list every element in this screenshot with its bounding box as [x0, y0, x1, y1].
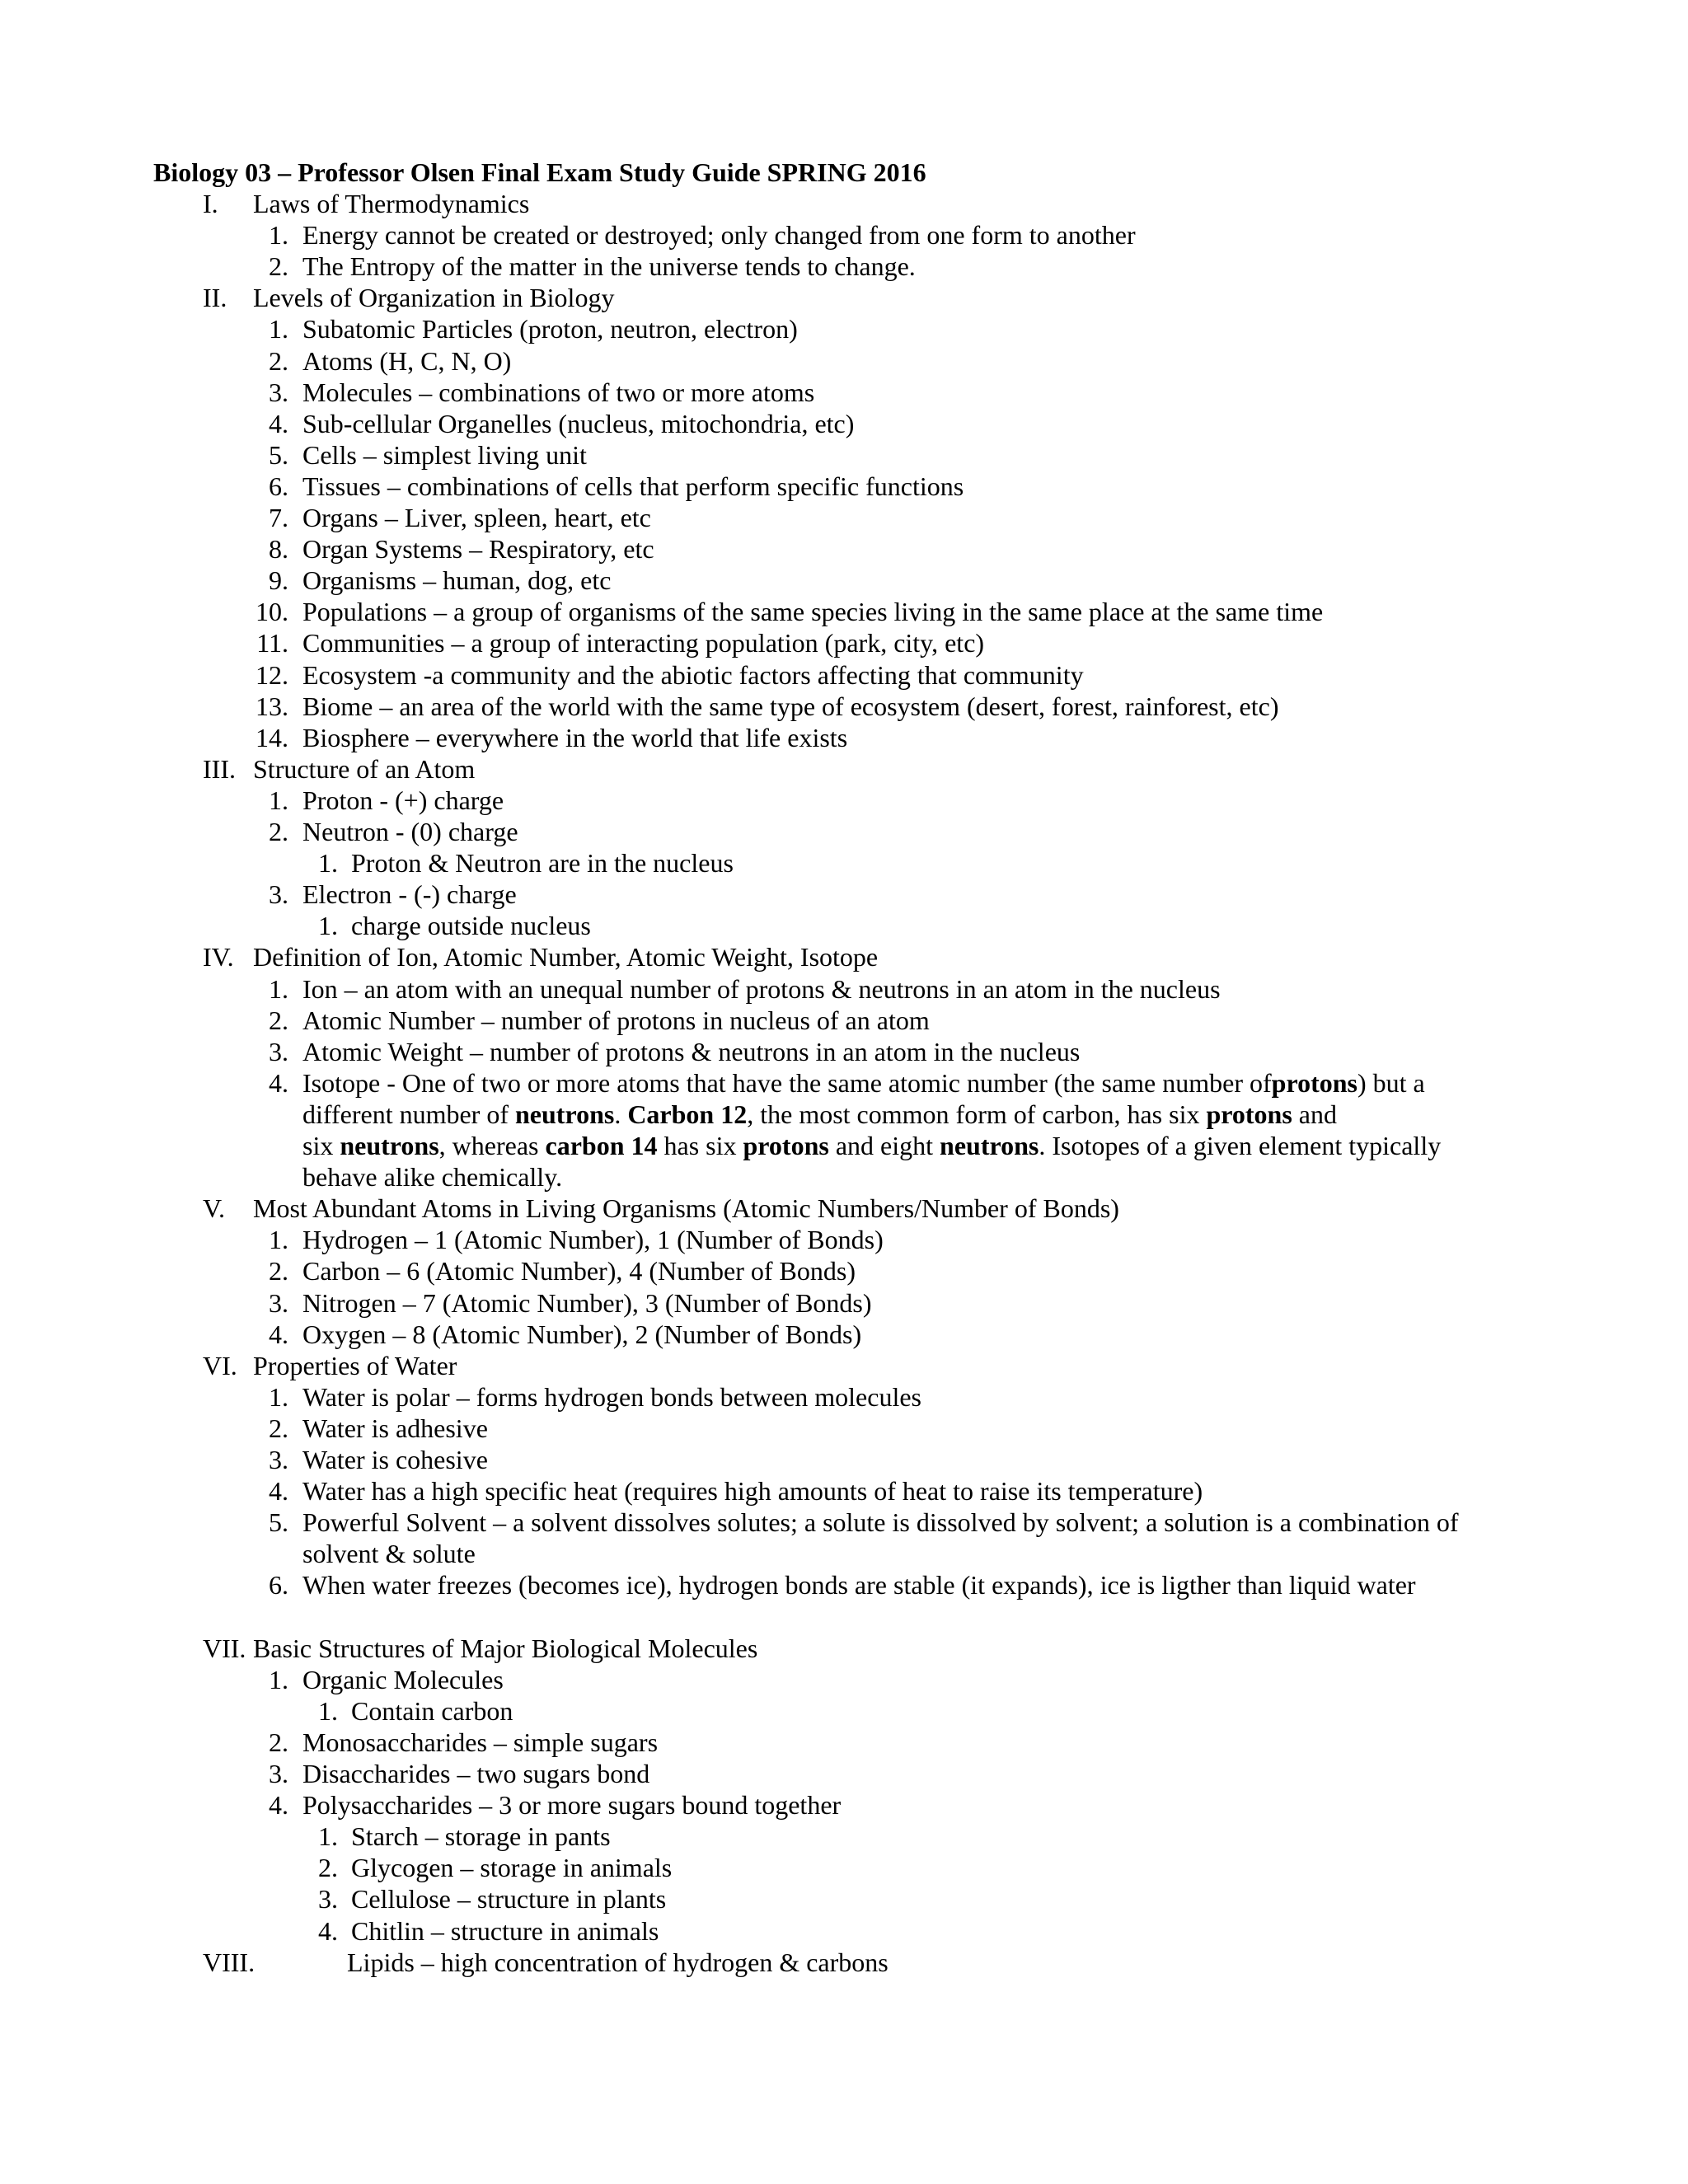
list-item [0, 1507, 1688, 1538]
list-marker: 1. [269, 1382, 288, 1412]
list-marker: 3. [269, 1037, 288, 1066]
line-text: Atoms (H, C, N, O) [302, 346, 512, 376]
list-item [0, 1569, 1688, 1601]
list-marker: III. [203, 754, 236, 784]
line-text: Water is adhesive [302, 1413, 488, 1443]
list-item [0, 816, 1688, 847]
sub-list-item [0, 1695, 1688, 1727]
section-heading [0, 1947, 1688, 1978]
list-marker: 12. [256, 660, 288, 690]
list-item [0, 533, 1688, 565]
sub-list-item [0, 1852, 1688, 1883]
line-text: Contain carbon [351, 1696, 513, 1726]
list-marker: 4. [269, 1319, 288, 1349]
line-text: Water is polar – forms hydrogen bonds between molecules [302, 1382, 921, 1412]
list-item [0, 1475, 1688, 1507]
list-item [0, 502, 1688, 533]
list-item [0, 722, 1688, 753]
list-marker: 9. [269, 565, 288, 595]
line-text: The Entropy of the matter in the universe tends to change. [302, 251, 916, 281]
line-text: Most Abundant Atoms in Living Organisms (Atomic Numbers/Number of Bonds) [253, 1193, 1119, 1223]
line-text: Sub-cellular Organelles (nucleus, mitochondria, etc) [302, 409, 855, 438]
list-item [0, 1224, 1688, 1255]
list-marker: 3. [269, 1759, 288, 1788]
list-marker: 2. [269, 1727, 288, 1757]
list-item [0, 1036, 1688, 1067]
sub-list-item [0, 910, 1688, 941]
list-marker: 6. [269, 1570, 288, 1600]
line-text: Polysaccharides – 3 or more sugars bound together [302, 1790, 842, 1820]
list-marker: 5. [269, 440, 288, 470]
line-text: Ion – an atom with an unequal number of protons & neutrons in an atom in the nucleus [302, 974, 1221, 1004]
line-text: Biosphere – everywhere in the world that life exists [302, 723, 848, 752]
list-item [0, 596, 1688, 627]
list-marker: 10. [256, 597, 288, 626]
line-text: Oxygen – 8 (Atomic Number), 2 (Number of Bonds) [302, 1319, 862, 1349]
list-marker: 1. [318, 911, 338, 940]
list-item [0, 627, 1688, 658]
list-marker: 14. [256, 723, 288, 752]
list-marker: 2. [269, 251, 288, 281]
list-item [0, 377, 1688, 408]
list-marker: 2. [269, 1005, 288, 1035]
list-marker: 4. [269, 1790, 288, 1820]
line-text: Starch – storage in pants [351, 1821, 611, 1851]
list-marker: 4. [269, 1068, 288, 1098]
list-marker: 4. [269, 1476, 288, 1506]
line-text: Laws of Thermodynamics [253, 189, 530, 218]
line-text: Biome – an area of the world with the same type of ecosystem (desert, forest, rainforest, etc) [302, 691, 1279, 721]
list-marker: 5. [269, 1507, 288, 1537]
list-item [0, 973, 1688, 1005]
list-marker: 2. [269, 346, 288, 376]
section-heading [0, 941, 1688, 972]
line-text: Chitlin – structure in animals [351, 1916, 659, 1946]
document-title: Biology 03 – Professor Olsen Final Exam Study Guide SPRING 2016 [153, 157, 926, 187]
line-text: Populations – a group of organisms of the same species living in the same place at the same time [302, 597, 1324, 626]
line-text: Structure of an Atom [253, 754, 476, 784]
list-marker: 13. [256, 691, 288, 721]
list-marker: 3. [318, 1884, 338, 1914]
list-marker: IV. [203, 942, 234, 972]
list-item-continuation [0, 1130, 1688, 1161]
line-text: Communities – a group of interacting population (park, city, etc) [302, 628, 985, 658]
list-marker: VI. [203, 1351, 237, 1380]
line-text: Energy cannot be created or destroyed; only changed from one form to another [302, 220, 1136, 250]
list-marker: 2. [269, 1413, 288, 1443]
line-text: Organ Systems – Respiratory, etc [302, 534, 654, 564]
list-item [0, 345, 1688, 377]
line-text: Proton - (+) charge [302, 785, 504, 815]
list-item [0, 1413, 1688, 1444]
list-item [0, 659, 1688, 691]
list-item-continuation [0, 1161, 1688, 1193]
list-marker: 6. [269, 471, 288, 501]
list-item [0, 1381, 1688, 1413]
list-marker: 11. [256, 628, 288, 658]
list-item [0, 1727, 1688, 1758]
line-text: Properties of Water [253, 1351, 457, 1380]
line-text: Glycogen – storage in animals [351, 1853, 673, 1882]
line-text: Basic Structures of Major Biological Molecules [253, 1633, 758, 1663]
list-item [0, 1287, 1688, 1319]
line-text: Isotope - One of two or more atoms that have the same atomic number (the same number ofprotons) but a [302, 1068, 1425, 1098]
list-marker: 3. [269, 1288, 288, 1318]
line-text: Monosaccharides – simple sugars [302, 1727, 659, 1757]
line-text: Water is cohesive [302, 1445, 488, 1474]
line-text: Nitrogen – 7 (Atomic Number), 3 (Number of Bonds) [302, 1288, 872, 1318]
line-text: Electron - (-) charge [302, 879, 517, 909]
line-text: Organisms – human, dog, etc [302, 565, 612, 595]
line-text: Atomic Weight – number of protons & neutrons in an atom in the nucleus [302, 1037, 1081, 1066]
list-marker: II. [203, 283, 227, 312]
list-item [0, 1255, 1688, 1286]
sub-list-item [0, 847, 1688, 879]
section-heading [0, 1633, 1688, 1664]
line-text: Atomic Number – number of protons in nucleus of an atom [302, 1005, 930, 1035]
line-text: Cells – simplest living unit [302, 440, 587, 470]
list-item [0, 565, 1688, 596]
list-marker: 3. [269, 377, 288, 407]
line-text: solvent & solute [302, 1539, 476, 1568]
line-text: Water has a high specific heat (requires high amounts of heat to raise its temperature) [302, 1476, 1203, 1506]
list-item [0, 785, 1688, 816]
list-item [0, 251, 1688, 282]
list-item [0, 1664, 1688, 1695]
list-marker: 7. [269, 503, 288, 532]
line-text: six neutrons, whereas carbon 14 has six protons and eight neutrons. Isotopes of a given element typically [302, 1131, 1442, 1160]
list-item [0, 1319, 1688, 1350]
list-marker: 1. [269, 974, 288, 1004]
list-marker: 1. [269, 1225, 288, 1254]
line-text: Levels of Organization in Biology [253, 283, 615, 312]
list-item [0, 471, 1688, 502]
list-marker: 4. [269, 409, 288, 438]
list-marker: 1. [318, 848, 338, 878]
list-item [0, 1444, 1688, 1475]
line-text: Neutron - (0) charge [302, 817, 518, 846]
line-text: Disaccharides – two sugars bond [302, 1759, 650, 1788]
list-item [0, 1067, 1688, 1099]
section-heading [0, 1193, 1688, 1224]
list-marker: VII. [203, 1633, 246, 1663]
list-item [0, 313, 1688, 344]
line-text: Subatomic Particles (proton, neutron, electron) [302, 314, 798, 344]
section-heading [0, 282, 1688, 313]
list-marker: I. [203, 189, 218, 218]
list-marker: 1. [269, 1665, 288, 1694]
line-text: different number of neutrons. Carbon 12, the most common form of carbon, has six protons and [302, 1099, 1337, 1129]
section-heading [0, 1350, 1688, 1381]
list-marker: 1. [269, 314, 288, 344]
list-marker: 3. [269, 879, 288, 909]
line-text: Tissues – combinations of cells that perform specific functions [302, 471, 964, 501]
list-marker: 1. [269, 220, 288, 250]
sub-list-item [0, 1915, 1688, 1947]
list-item-continuation [0, 1538, 1688, 1569]
line-text: Organs – Liver, spleen, heart, etc [302, 503, 651, 532]
list-item [0, 1005, 1688, 1036]
list-item [0, 1758, 1688, 1789]
list-marker: V. [203, 1193, 225, 1223]
line-text: Proton & Neutron are in the nucleus [351, 848, 734, 878]
list-item [0, 691, 1688, 722]
list-marker: 1. [318, 1821, 338, 1851]
line-text: Molecules – combinations of two or more atoms [302, 377, 815, 407]
line-text: When water freezes (becomes ice), hydrogen bonds are stable (it expands), ice is ligther than liquid water [302, 1570, 1416, 1600]
list-marker: 2. [318, 1853, 338, 1882]
list-marker: 2. [269, 1256, 288, 1286]
list-item [0, 408, 1688, 439]
list-item-continuation [0, 1099, 1688, 1130]
sub-list-item [0, 1883, 1688, 1915]
sub-list-item [0, 1821, 1688, 1852]
list-item [0, 219, 1688, 251]
line-text: Definition of Ion, Atomic Number, Atomic Weight, Isotope [253, 942, 879, 972]
section-heading [0, 188, 1688, 219]
line-text: Carbon – 6 (Atomic Number), 4 (Number of Bonds) [302, 1256, 856, 1286]
list-marker: 1. [318, 1696, 338, 1726]
line-text: Organic Molecules [302, 1665, 504, 1694]
line-text: charge outside nucleus [351, 911, 591, 940]
list-marker: 3. [269, 1445, 288, 1474]
list-item [0, 1789, 1688, 1821]
section-heading [0, 753, 1688, 785]
line-text: Hydrogen – 1 (Atomic Number), 1 (Number of Bonds) [302, 1225, 884, 1254]
list-item [0, 439, 1688, 471]
list-item [0, 879, 1688, 910]
list-marker: 2. [269, 817, 288, 846]
line-text: Ecosystem -a community and the abiotic factors affecting that community [302, 660, 1084, 690]
list-marker: 1. [269, 785, 288, 815]
list-marker: 4. [318, 1916, 338, 1946]
line-text: Powerful Solvent – a solvent dissolves solutes; a solute is dissolved by solvent; a solution is a combination of [302, 1507, 1459, 1537]
list-marker: VIII. [203, 1947, 256, 1977]
blank-line [0, 1601, 1688, 1633]
list-marker: 8. [269, 534, 288, 564]
line-text: Lipids – high concentration of hydrogen & carbons [347, 1947, 889, 1977]
line-text: Cellulose – structure in plants [351, 1884, 667, 1914]
line-text: behave alike chemically. [302, 1162, 563, 1192]
